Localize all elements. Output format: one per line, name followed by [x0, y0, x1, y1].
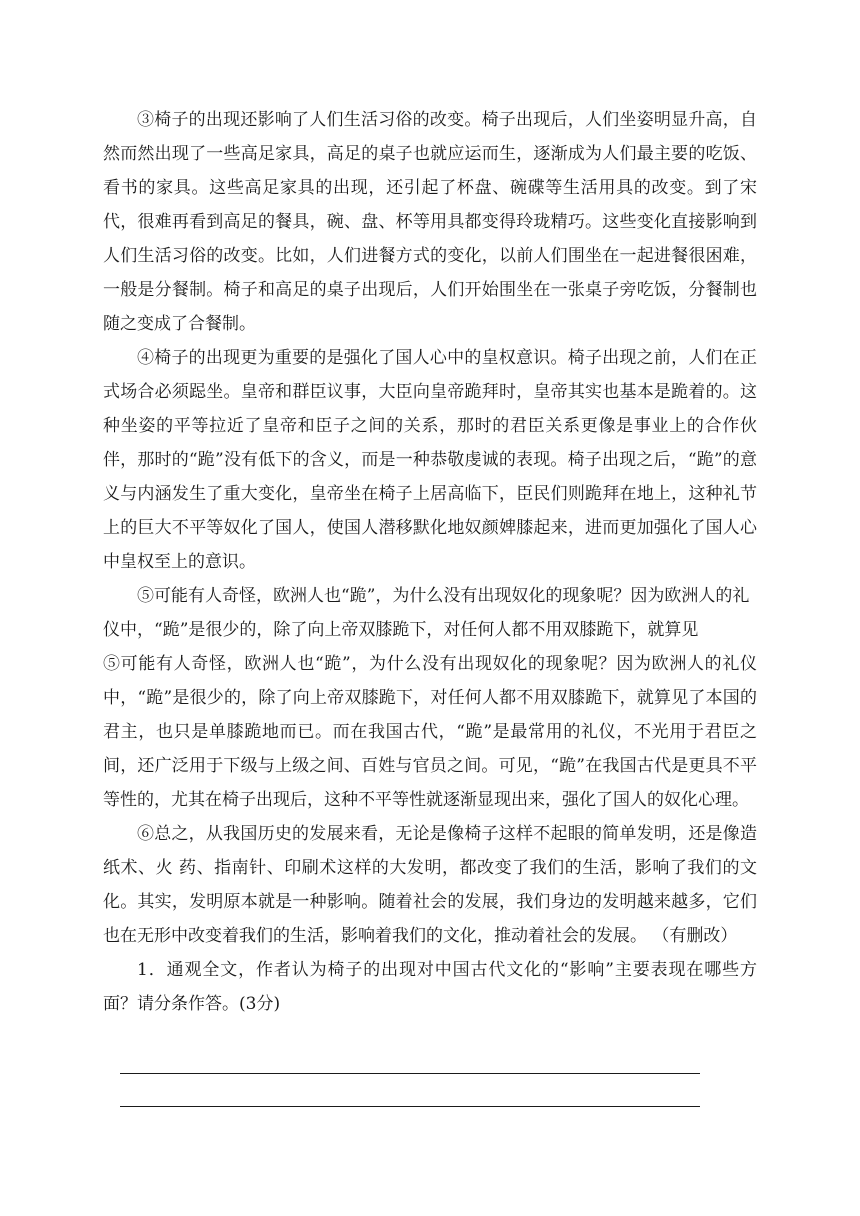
answer-line-2[interactable] [120, 1106, 700, 1107]
document-page [103, 103, 757, 1021]
answer-line-1[interactable] [120, 1073, 700, 1074]
paragraph-3: ③椅子的出现还影响了人们生活习俗的改变。椅子出现后，人们坐姿明显升高，自然而然出现了一些高足家具，高足的桌子也就应运而生，逐渐成为人们最主要的吃饭、看书的家具。这些高足家具的出现，还引起了杯盘、碗碟等生活用具的改变。到了宋代，很难再看到高足的餐具，碗、盘、杯等用具都变得玲珑精巧。这些变化直接影响到人们生活习俗的改变。比如，人们进餐方式的变化，以前人们围坐在一起进餐很困难，一般是分餐制。椅子和高足的桌子出现后，人们开始围坐在一张桌子旁吃饭，分餐制也随之变成了合餐制。 [103, 110, 757, 334]
paragraph-5: ⑤可能有人奇怪，欧洲人也“跪”，为什么没有出现奴化的现象呢？因为欧洲人的礼仪中，“跪”是很少的，除了向上帝双膝跪下，对任何人都不用双膝跪下，就算见了本国的君主，也只是单膝跪地而已。而在我国古代，“跪”是最常用的礼仪，不光用于君臣之间，还广泛用于下级与上级之间、百姓与官员之间。可见，“跪”在我国古代是更具不平等性的，尤其在椅子出现后，这种不平等性就逐渐显现出来，强化了国人的奴化心理。 [103, 654, 757, 810]
paragraph-5-fragment: ⑤可能有人奇怪，欧洲人也“跪”，为什么没有出现奴化的现象呢？因为欧洲人的礼仪中，“跪”是很少的，除了向上帝双膝跪下，对任何人都不用双膝跪下，就算见 [103, 586, 750, 640]
paragraph-4: ④椅子的出现更为重要的是强化了国人心中的皇权意识。椅子出现之前，人们在正式场合必须跽坐。皇帝和群臣议事，大臣向皇帝跪拜时，皇帝其实也基本是跪着的。这种坐姿的平等拉近了皇帝和臣子之间的关系，那时的君臣关系更像是事业上的合作伙伴，那时的“跪”没有低下的含义，而是一种恭敬虔诚的表现。椅子出现之后，“跪”的意义与内涵发生了重大变化，皇帝坐在椅子上居高临下，臣民们则跪拜在地上，这种礼节上的巨大不平等奴化了国人，使国人潜移默化地奴颜婢膝起来，进而更加强化了国人心中皇权至上的意识。 [103, 348, 757, 572]
paragraph-6: ⑥总之，从我国历史的发展来看，无论是像椅子这样不起眼的简单发明，还是像造纸术、火 药、指南针、印刷术这样的大发明，都改变了我们的生活，影响了我们的文化。其实，发明原本就是一种影响。随着社会的发展，我们身边的发明越来越多，它们也在无形中改变着我们的生活，影响着我们的文化，推动着社会的发展。 （有删改） [103, 824, 757, 946]
question-1: 1．通观全文，作者认为椅子的出现对中国古代文化的“影响”主要表现在哪些方面？请分条作答。(3分) [103, 960, 757, 1014]
answer-area[interactable] [120, 1073, 700, 1107]
